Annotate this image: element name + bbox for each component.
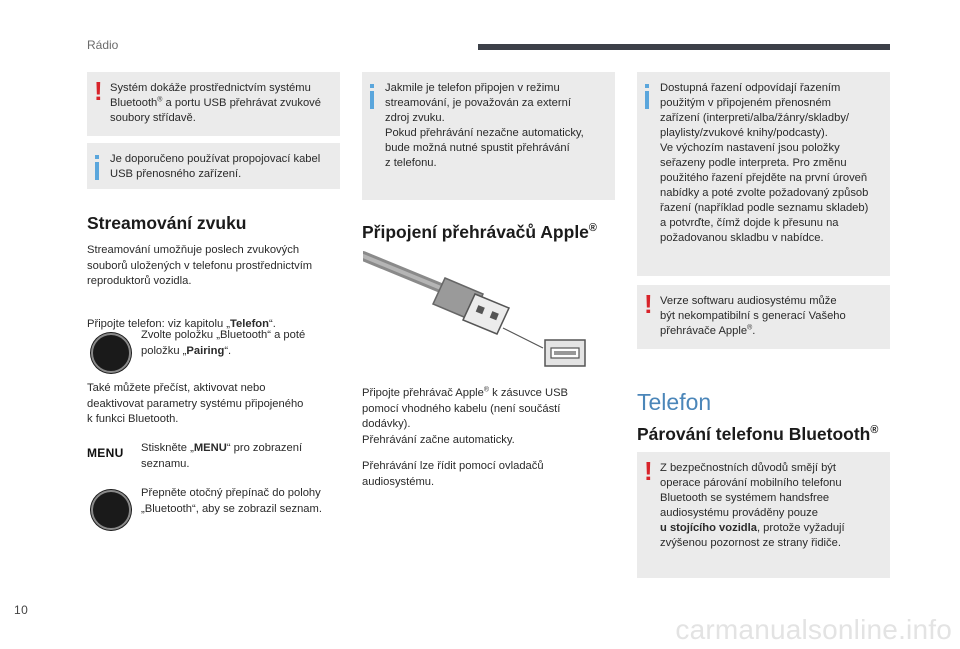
header-bar	[478, 44, 890, 50]
info-icon	[370, 84, 375, 108]
paragraph: Streamování umožňuje poslech zvukových souborů uložených v telefonu prostřednictvím reproduktorů vozidla.	[87, 244, 313, 287]
usb-cable-illustration	[363, 248, 593, 373]
paragraph: Přehrávání lze řídit pomocí ovladačů audiosystému.	[362, 460, 544, 488]
warning-icon: !	[94, 76, 103, 106]
step-text: Zvolte položku „Bluetooth“ a poté položku „Pairing“.	[141, 329, 306, 357]
step-text: Stiskněte „MENU“ pro zobrazení seznamu.	[141, 442, 303, 470]
chapter-title: Telefon	[637, 389, 712, 415]
section-label: Rádio	[87, 38, 119, 52]
step-text: Přepněte otočný přepínač do polohy „Bluetooth“, aby se zobrazil seznam.	[141, 487, 322, 515]
watermark: carmanualsonline.info	[675, 614, 952, 645]
rotary-knob-icon	[91, 490, 131, 530]
warning-box: ! Systém dokáže prostřednictvím systému Bluetooth® a portu USB přehrávat zvukové soubory střídavě.	[87, 72, 340, 136]
paragraph: Také můžete přečíst, aktivovat nebo deaktivovat parametry systému připojeného k funkci Bluetooth.	[87, 382, 304, 425]
info-icon	[95, 155, 100, 179]
paragraph: Připojte přehrávač Apple® k zásuvce USB pomocí vhodného kabelu (není součástí dodávky). Přehrávání začne automaticky.	[362, 386, 568, 446]
heading-streamovani: Streamování zvuku	[87, 213, 247, 233]
menu-key-icon: MENU	[87, 446, 124, 460]
info-box: Je doporučeno používat propojovací kabel USB přenosného zařízení.	[87, 143, 340, 189]
page-number: 10	[14, 603, 29, 617]
warning-icon: !	[644, 456, 653, 486]
rotary-knob-icon	[91, 333, 131, 373]
info-box: Dostupná řazení odpovídají řazením použitým v připojeném přenosném zařízení (interpreti/alba/žánry/skladby/ playlisty/zvukové knihy/podcasty). Ve výchozím nastavení jsou položky seřazeny podle interpreta. Pro změnu použitého řazení přejděte na první úroveň nabídky a poté zvolte požadovaný způsob řazení (například podle seznamu skladeb) a potvrďte, čímž dojde k přesunu na požadovanou skladbu v nabídce.	[637, 72, 890, 276]
warning-box: ! Z bezpečnostních důvodů smějí být operace párování mobilního telefonu Bluetooth se systémem handsfree audiosystému prováděny pouze u stojícího vozidla, protože vyžadují zvýšenou pozornost ze strany řidiče.	[637, 452, 890, 578]
paragraph: Připojte telefon: viz kapitolu „Telefon“.	[87, 317, 276, 330]
warning-box: ! Verze softwaru audiosystému může být nekompatibilní s generací Vašeho přehrávače Apple®.	[637, 285, 890, 349]
heading-parovani: Párování telefonu Bluetooth®	[637, 424, 879, 444]
info-box: Jakmile je telefon připojen v režimu streamování, je považován za externí zdroj zvuku. Pokud přehrávání nezačne automaticky, bude možná nutné spustit přehrávání z telefonu.	[362, 72, 615, 200]
warning-icon: !	[644, 289, 653, 319]
heading-apple: Připojení přehrávačů Apple®	[362, 222, 597, 242]
info-icon	[645, 84, 650, 108]
